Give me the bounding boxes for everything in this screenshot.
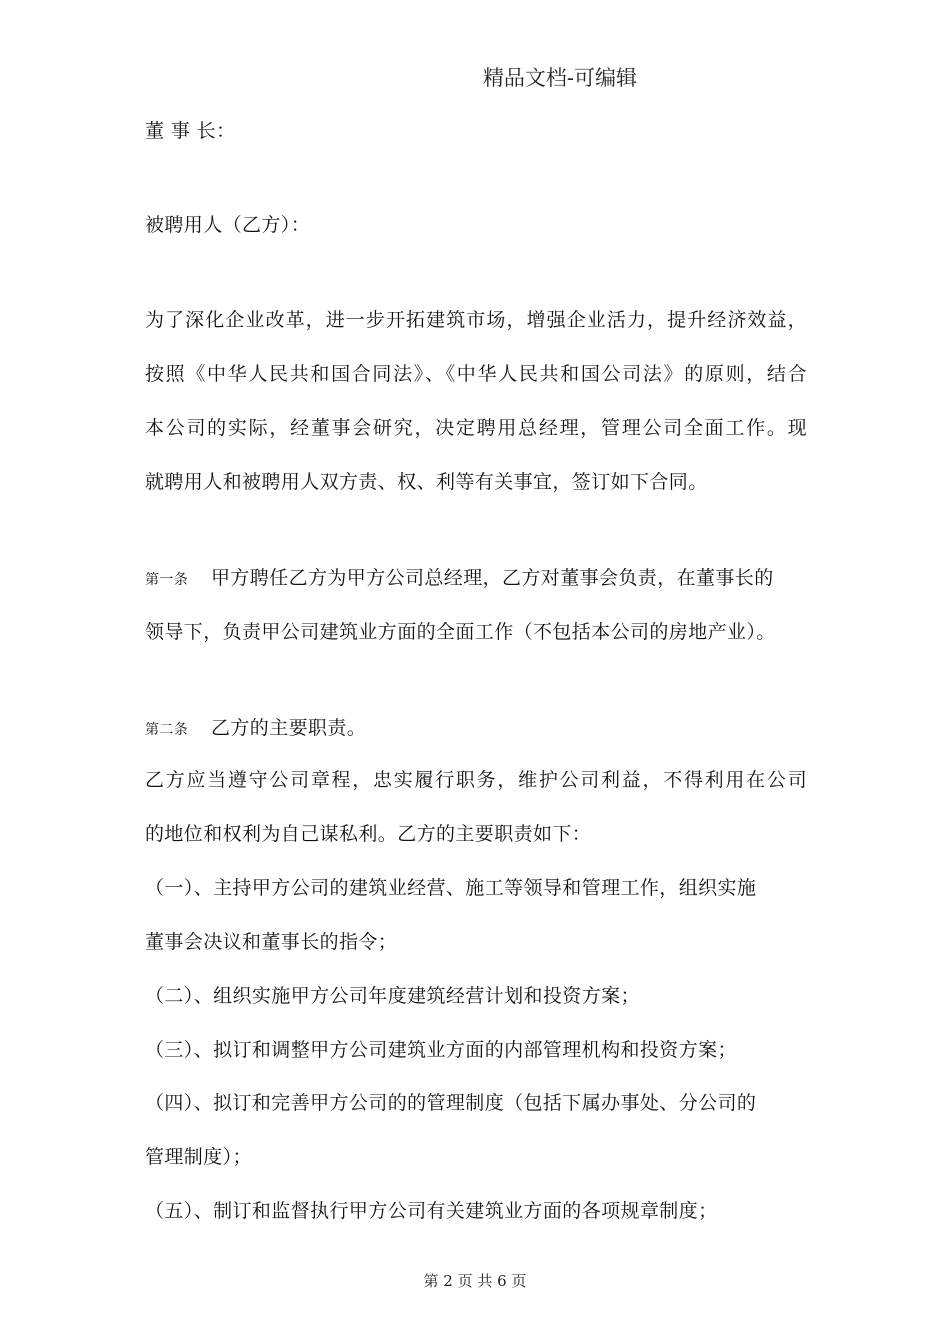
article-2-line-2: 的地位和权利为自己谋私利。乙方的主要职责如下：: [145, 823, 592, 845]
chairman-label: 董 事 长：: [145, 120, 236, 142]
preamble-line-4: 就聘用人和被聘用人双方责、权、利等有关事宜，签订如下合同。: [145, 471, 708, 493]
article-2: [145, 713, 366, 740]
preamble-line-3: 本公司的实际，经董事会研究，决定聘用总经理，管理公司全面工作。现: [145, 417, 807, 439]
article-2-number: 第二条: [145, 722, 189, 738]
page-footer: 第 2 页 共 6 页: [423, 1272, 527, 1290]
item-2: （二）、组织实施甲方公司年度建筑经营计划和投资方案；: [145, 985, 640, 1007]
item-5: （五）、制订和监督执行甲方公司有关建筑业方面的各项规章制度；: [145, 1200, 718, 1222]
item-4-line-2: 管理制度）；: [145, 1146, 252, 1168]
employee-label: 被聘用人（乙方）：: [145, 214, 311, 236]
article-2-title: 乙方的主要职责。: [211, 717, 367, 739]
article-1: [145, 563, 774, 590]
preamble-line-2: 按照《中华人民共和国合同法》、《中华人民共和国公司法》的原则，结合: [145, 363, 807, 385]
article-1-line-1: 甲方聘任乙方为甲方公司总经理，乙方对董事会负责，在董事长的: [211, 567, 774, 589]
article-1-line-2: 领导下，负责甲公司建筑业方面的全面工作（不包括本公司的房地产业）。: [145, 621, 776, 643]
item-4-line-1: （四）、拟订和完善甲方公司的的管理制度（包括下属办事处、分公司的: [145, 1092, 757, 1114]
item-1-line-1: （一）、主持甲方公司的建筑业经营、施工等领导和管理工作，组织实施: [145, 877, 757, 899]
item-3: （三）、拟订和调整甲方公司建筑业方面的内部管理机构和投资方案；: [145, 1039, 737, 1061]
preamble-line-1: 为了深化企业改革，进一步开拓建筑市场，增强企业活力，提升经济效益，: [145, 309, 807, 331]
article-2-line-1: 乙方应当遵守公司章程，忠实履行职务，维护公司利益，不得利用在公司: [145, 769, 807, 791]
article-1-number: 第一条: [145, 572, 189, 588]
item-1-line-2: 董事会决议和董事长的指令；: [145, 931, 398, 953]
page-header: 精品文档-可编辑: [482, 66, 638, 90]
